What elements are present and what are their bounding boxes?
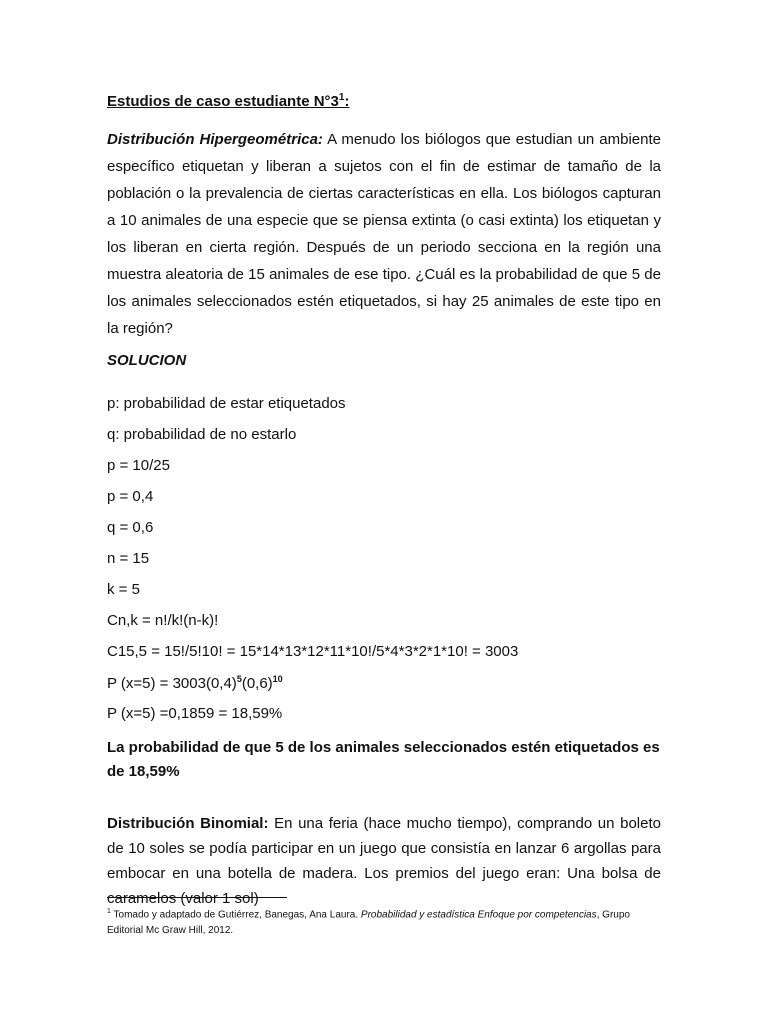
- solution-line-n-value: n = 15: [107, 550, 150, 567]
- hypergeometric-problem-paragraph: [107, 126, 661, 342]
- solution-line-probability-result: P (x=5) =0,1859 = 18,59%: [107, 705, 283, 722]
- exponent-5: 5: [236, 674, 242, 684]
- document-title: [107, 92, 349, 110]
- binomial-heading: Distribución Binomial:: [107, 815, 269, 832]
- solution-line-p-definition: p: probabilidad de estar etiquetados: [107, 395, 346, 412]
- binomial-problem-text: En una feria (hace mucho tiempo), comprando un boleto de 10 soles se podía participar en un juego que consistía en lanzar 6 argollas para embocar en una botella de madera. Los premios del juego eran: Una bolsa de caramelos (valor 1 sol): [107, 815, 661, 907]
- exponent-10: 10: [272, 674, 283, 684]
- footnote-book-title: Probabilidad y estadística Enfoque por competencias: [360, 909, 597, 921]
- hypergeometric-heading: Distribución Hipergeométrica:: [107, 131, 323, 148]
- footnote: [107, 904, 661, 939]
- probability-formula-base: P (x=5) = 3003(0,4): [107, 675, 237, 692]
- conclusion-text: La probabilidad de que 5 de los animales seleccionados estén etiquetados es de 18,59%: [107, 739, 660, 780]
- solution-line-q-value: q = 0,6: [107, 519, 154, 536]
- footnote-separator: [107, 897, 287, 898]
- solution-line-combination-calc: C15,5 = 15!/5!10! = 15*14*13*12*11*10!/5*4*3*2*1*10! = 3003: [107, 643, 519, 660]
- solution-line-p-value: p = 0,4: [107, 488, 154, 505]
- solution-line-k-value: k = 5: [107, 581, 140, 598]
- solution-heading: SOLUCION: [107, 352, 187, 369]
- footnote-mark: 1: [107, 908, 111, 915]
- footnote-text: Tomado y adaptado de Gutiérrez, Banegas, Ana Laura.: [110, 909, 361, 921]
- hypergeometric-problem-text: A menudo los biólogos que estudian un ambiente específico etiquetan y liberan a sujetos con el fin de estimar de tamaño de la población o la prevalencia de ciertas características en ella. Los biólogos capturan a 10 animales de una especie que se piensa extinta (o casi extinta) los etiquetan y los liberan en cierta región. Después de un periodo secciona en la región una muestra aleatoria de 15 animales de ese tipo. ¿Cuál es la probabilidad de que 5 de los animales seleccionados estén etiquetados, si hay 25 animales de este tipo en la región?: [107, 131, 661, 337]
- solution-line-q-definition: q: probabilidad de no estarlo: [107, 426, 297, 443]
- title-text: Estudios de caso estudiante N°3: [107, 93, 339, 110]
- binomial-problem-paragraph: [107, 811, 661, 911]
- title-suffix: :: [344, 93, 350, 110]
- solution-line-probability-formula: [107, 674, 283, 692]
- solution-line-combination-formula: Cn,k = n!/k!(n-k)!: [107, 612, 219, 629]
- footnote-publisher: , Grupo Editorial Mc Graw Hill, 2012.: [107, 909, 630, 937]
- solution-line-p-fraction: p = 10/25: [107, 457, 170, 474]
- probability-formula-q: (0,6): [241, 675, 273, 692]
- footnote-reference: 1: [338, 92, 345, 103]
